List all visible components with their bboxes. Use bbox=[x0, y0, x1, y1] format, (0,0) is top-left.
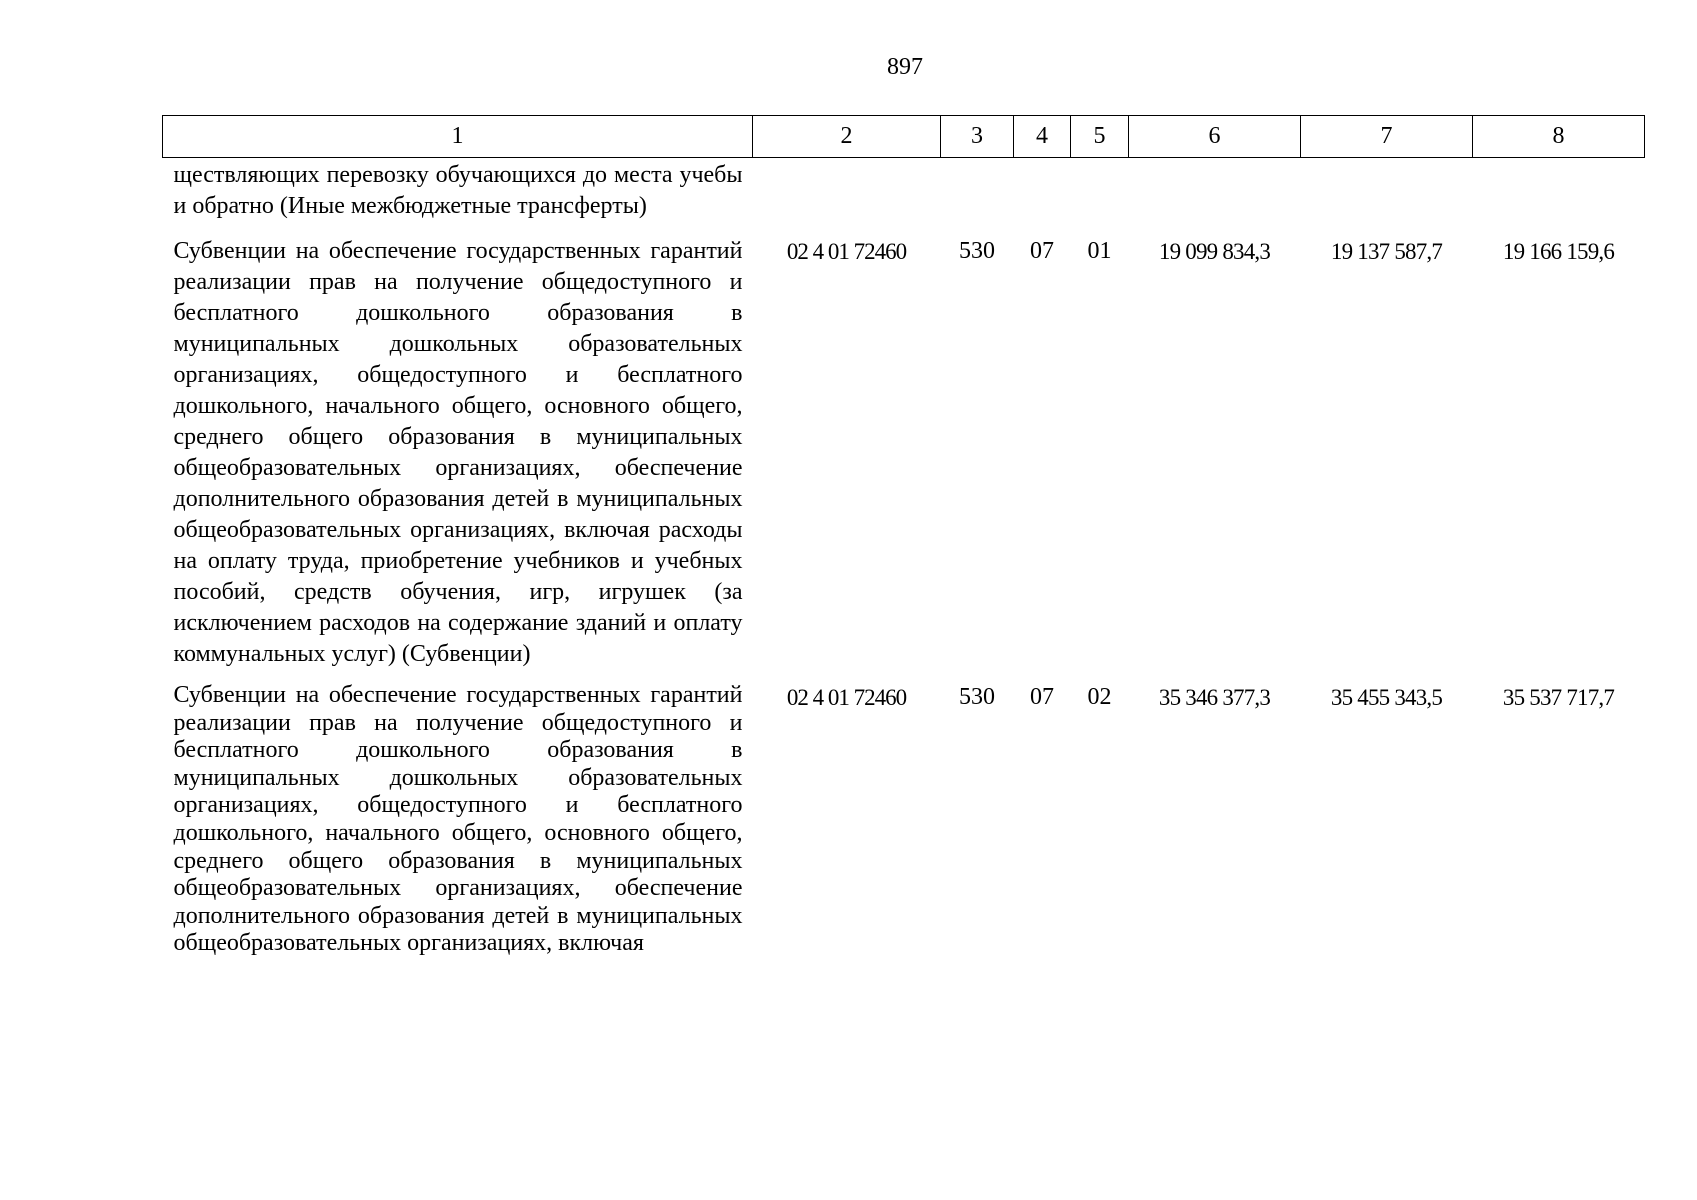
row-amount-year3: 35 537 717,7 bbox=[1502, 685, 1615, 710]
column-header-6: 6 bbox=[1129, 116, 1301, 158]
row-description: ществляющих перевозку обучающихся до места учебы и обратно (Иные межбюджетные трансферты) bbox=[173, 162, 743, 219]
table-header-row bbox=[163, 116, 1645, 158]
row-description: Субвенции на обеспечение государственных гарантий реализации прав на получение общедоступного и бесплатного дошкольного образования в муниципальных дошкольных образовательных организациях, общедоступного и бесплатного дошкольного, начального общего, основного общего, среднего общего образования в муниципальных общеобразовательных организациях, обеспечение дополнительного образования детей в муниципальных общеобразовательных организациях, включая расходы на оплату труда, приобретение учебников и учебных пособий, средств обучения, игр, игрушек (за исключением расходов на содержание зданий и оплату коммунальных услуг) (Субвенции) bbox=[173, 238, 743, 667]
column-header-8: 8 bbox=[1473, 116, 1645, 158]
row-section: 07 bbox=[1030, 684, 1054, 710]
row-target-article bbox=[753, 158, 941, 237]
row-amount-year2: 35 455 343,5 bbox=[1330, 685, 1443, 710]
row-amount-year1: 35 346 377,3 bbox=[1158, 685, 1271, 710]
row-target-article: 02 4 01 72460 bbox=[786, 685, 907, 710]
row-amount-year1: 19 099 834,3 bbox=[1158, 239, 1271, 264]
budget-table bbox=[162, 115, 1645, 958]
page-number: 897 bbox=[887, 54, 923, 80]
row-expense-type: 530 bbox=[959, 684, 995, 710]
row-target-article: 02 4 01 72460 bbox=[786, 239, 907, 264]
row-amount-year3 bbox=[1473, 158, 1645, 237]
row-expense-type bbox=[941, 158, 1014, 237]
column-header-1: 1 bbox=[163, 116, 753, 158]
row-subsection: 02 bbox=[1087, 684, 1112, 710]
table-row bbox=[163, 236, 1645, 682]
row-amount-year2: 19 137 587,7 bbox=[1330, 239, 1443, 264]
column-header-2: 2 bbox=[753, 116, 941, 158]
row-section bbox=[1014, 158, 1071, 237]
row-expense-type: 530 bbox=[959, 238, 995, 264]
row-amount-year2 bbox=[1301, 158, 1473, 237]
column-header-4: 4 bbox=[1014, 116, 1071, 158]
row-subsection: 01 bbox=[1087, 238, 1112, 264]
table-row bbox=[163, 158, 1645, 237]
row-amount-year1 bbox=[1129, 158, 1301, 237]
table-row bbox=[163, 682, 1645, 958]
row-amount-year3: 19 166 159,6 bbox=[1502, 239, 1615, 264]
column-header-3: 3 bbox=[941, 116, 1014, 158]
row-subsection bbox=[1071, 158, 1129, 237]
row-description: Субвенции на обеспечение государственных гарантий реализации прав на получение общедоступного и бесплатного дошкольного образования в муниципальных дошкольных образовательных организациях, общедоступного и бесплатного дошкольного, начального общего, основного общего, среднего общего образования в муниципальных общеобразовательных организациях, обеспечение дополнительного образования детей в муниципальных общеобразовательных организациях, включая bbox=[173, 682, 743, 957]
column-header-5: 5 bbox=[1071, 116, 1129, 158]
row-section: 07 bbox=[1030, 238, 1054, 264]
column-header-7: 7 bbox=[1301, 116, 1473, 158]
